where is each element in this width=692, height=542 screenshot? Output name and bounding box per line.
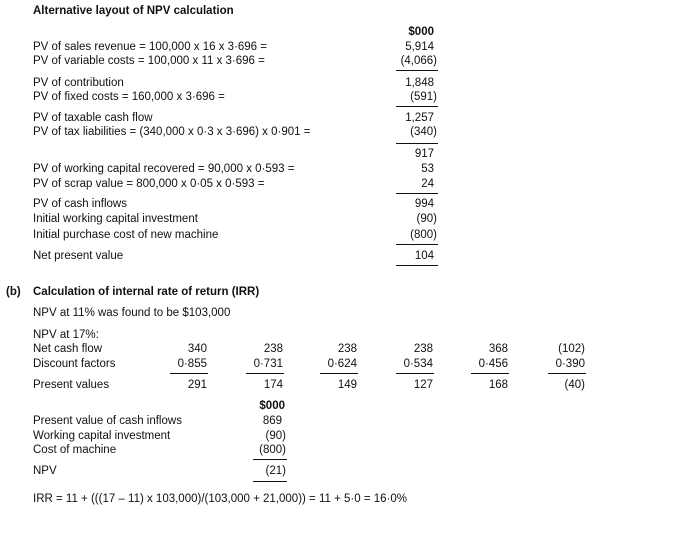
row-label: Net present value: [33, 250, 124, 262]
present-value-cell: 174: [263, 379, 283, 391]
section-a-title: Alternative layout of NPV calculation: [33, 5, 234, 17]
row-label: PV of working capital recovered = 90,000 x 0·593 =: [33, 163, 295, 175]
row-label: PV of taxable cash flow: [33, 112, 153, 124]
row-label: PV of fixed costs = 160,000 x 3·696 =: [33, 91, 225, 103]
irr-formula: IRR = 11 + (((17 – 11) x 103,000)/(103,000 + 21,000)) = 11 + 5·0 = 16·0%: [33, 493, 407, 505]
row-label: PV of scrap value = 800,000 x 0·05 x 0·593 =: [33, 178, 265, 190]
summary-value: (800): [259, 444, 286, 456]
row-label: Initial working capital investment: [33, 213, 198, 225]
column-rule: [471, 373, 509, 374]
row-value: (591): [410, 91, 437, 103]
section-b-marker: (b): [6, 286, 21, 298]
subtotal-rule: [253, 459, 287, 460]
row-value: 917: [414, 148, 434, 160]
column-rule: [548, 373, 586, 374]
summary-label: NPV: [33, 465, 57, 477]
row-label: PV of contribution: [33, 77, 124, 89]
cash-flow-cell: 340: [187, 343, 207, 355]
row-label: Initial purchase cost of new machine: [33, 229, 219, 241]
row-value: 53: [421, 163, 434, 175]
summary-label: Present value of cash inflows: [33, 415, 182, 427]
row-value: 24: [421, 178, 434, 190]
summary-npv-value: (21): [265, 465, 286, 477]
present-value-cell: 291: [187, 379, 207, 391]
cash-flow-cell: 238: [337, 343, 357, 355]
cash-flow-cell: 238: [263, 343, 283, 355]
summary-unit-header: $000: [259, 400, 285, 412]
discount-factor-cell: 0·855: [177, 358, 207, 370]
npv-11-text: NPV at 11% was found to be $103,000: [33, 307, 231, 319]
present-value-cell: 127: [413, 379, 433, 391]
summary-value: (90): [265, 430, 286, 442]
unit-header: $000: [408, 26, 434, 38]
discount-factor-cell: 0·534: [403, 358, 433, 370]
present-value-cell: 168: [488, 379, 508, 391]
npv-total-value: 104: [414, 250, 434, 262]
column-rule: [246, 373, 284, 374]
cash-flow-cell: (102): [558, 343, 585, 355]
table-row-label: Present values: [33, 379, 110, 391]
row-label: PV of variable costs = 100,000 x 11 x 3·696 =: [33, 55, 265, 67]
section-b-title: Calculation of internal rate of return (IRR): [33, 286, 260, 298]
subtotal-rule: [396, 106, 438, 107]
present-value-cell: (40): [564, 379, 585, 391]
column-rule: [170, 373, 208, 374]
cash-flow-cell: 368: [488, 343, 508, 355]
row-label: PV of cash inflows: [33, 198, 127, 210]
discount-factor-cell: 0·624: [327, 358, 357, 370]
row-value: (4,066): [400, 55, 437, 67]
subtotal-rule: [396, 70, 438, 71]
row-value: 994: [414, 198, 434, 210]
summary-label: Working capital investment: [33, 430, 171, 442]
discount-factor-cell: 0·731: [253, 358, 283, 370]
row-value: (340): [410, 126, 437, 138]
present-value-cell: 149: [337, 379, 357, 391]
table-row-label: Discount factors: [33, 358, 116, 370]
row-value: 1,848: [405, 77, 434, 89]
discount-factor-cell: 0·456: [478, 358, 508, 370]
row-value: 5,914: [405, 41, 434, 53]
summary-value: 869: [262, 415, 282, 427]
subtotal-rule: [396, 244, 438, 245]
summary-label: Cost of machine: [33, 444, 117, 456]
subtotal-rule: [396, 143, 438, 144]
subtotal-rule: [396, 193, 438, 194]
row-label: PV of tax liabilities = (340,000 x 0·3 x 3·696) x 0·901 =: [33, 126, 311, 138]
total-rule: [396, 265, 438, 266]
cash-flow-cell: 238: [413, 343, 433, 355]
row-value: 1,257: [405, 112, 434, 124]
discount-factor-cell: 0·390: [555, 358, 585, 370]
column-rule: [396, 373, 434, 374]
total-rule: [253, 481, 287, 482]
row-label: PV of sales revenue = 100,000 x 16 x 3·696 =: [33, 41, 267, 53]
table-row-label: Net cash flow: [33, 343, 103, 355]
row-value: (800): [410, 229, 437, 241]
row-value: (90): [416, 213, 437, 225]
column-rule: [320, 373, 358, 374]
npv-17-heading: NPV at 17%:: [33, 329, 99, 341]
